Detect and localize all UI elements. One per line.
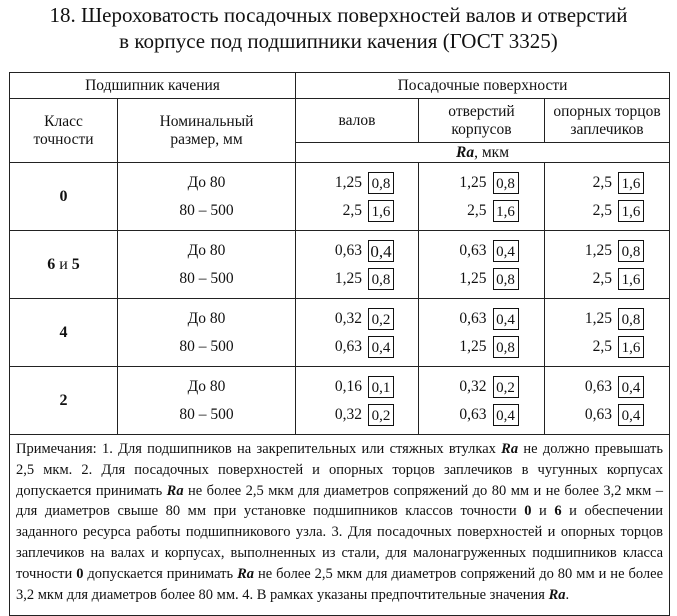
- notes-text-6: не более 2,5 мкм для диаметров сопряжений до 80 мм и не более 3,2 мкм для диаметров более 80 мм. 4. В рамках указаны предпочтительные значения: [16, 565, 664, 603]
- roughness-value: 1,25: [459, 173, 487, 191]
- accuracy-class-value: 4: [59, 323, 68, 341]
- roughness-pair: [545, 373, 669, 401]
- roughness-pair: [296, 265, 418, 293]
- shaft-roughness-cell: [296, 367, 419, 435]
- header-accuracy-class: Класс точности: [10, 99, 118, 163]
- table-row: [10, 299, 670, 367]
- nominal-size-value: 80 – 500: [179, 201, 234, 219]
- preferred-roughness-box: 0,2: [368, 308, 394, 330]
- accuracy-class-cell: [10, 163, 118, 231]
- roughness-value: 1,25: [334, 269, 363, 287]
- preferred-roughness-box: 0,8: [493, 336, 519, 358]
- accuracy-class-value-2: 5: [71, 255, 80, 273]
- preferred-roughness-box: 0,2: [368, 404, 394, 426]
- notes-text-3: не более 2,5 мкм для диаметров сопряжений до 80 мм и не более 3,2 мкм – для диаметров свыше 80 мм при установке подшипников классов точности: [16, 482, 664, 520]
- header-surfaces: Посадочные поверхности: [296, 73, 670, 99]
- roughness-pair: [419, 237, 544, 265]
- nominal-size-value: До 80: [187, 241, 226, 259]
- preferred-roughness-box: 0,8: [368, 268, 394, 290]
- preferred-roughness-box: 0,2: [493, 376, 519, 398]
- nominal-size-value: До 80: [187, 309, 226, 327]
- preferred-roughness-box: 0,8: [493, 268, 519, 290]
- notes-end: .: [565, 586, 570, 603]
- preferred-roughness-box: 0,8: [618, 308, 644, 330]
- ra-unit-label: , мкм: [474, 143, 510, 161]
- table-title: [0, 2, 677, 54]
- header-ra-unit: [296, 143, 670, 163]
- table-row: [10, 367, 670, 435]
- title-line-1: 18. Шероховатость посадочных поверхностей валов и отверстий: [49, 3, 628, 27]
- header-shafts: валов: [296, 99, 419, 143]
- notes-ra-3: Ra: [237, 565, 255, 582]
- notes-ra-2: Ra: [166, 482, 184, 499]
- accuracy-class-conj: и: [55, 255, 72, 273]
- roughness-pair: [545, 333, 669, 361]
- shaft-roughness-cell: [296, 163, 419, 231]
- nominal-size-value: 80 – 500: [179, 337, 234, 355]
- accuracy-class-value: 0: [59, 187, 68, 205]
- preferred-roughness-box: 1,6: [618, 336, 644, 358]
- roughness-value: 2,5: [592, 269, 613, 287]
- nominal-size-cell: [118, 367, 296, 435]
- roughness-pair: [296, 401, 418, 429]
- preferred-roughness-box: 0,4: [493, 308, 519, 330]
- preferred-roughness-box: 1,6: [493, 200, 519, 222]
- preferred-roughness-box: 0,4: [368, 240, 394, 262]
- nominal-size-value: 80 – 500: [179, 405, 234, 423]
- roughness-pair: [545, 401, 669, 429]
- roughness-value: 0,16: [334, 377, 363, 395]
- notes-class-0: 0: [524, 503, 532, 520]
- roughness-table: [9, 72, 670, 616]
- face-roughness-cell: [545, 163, 670, 231]
- roughness-pair: [419, 265, 544, 293]
- title-line-2: в корпусе под подшипники качения (ГОСТ 3325): [119, 29, 558, 53]
- notes-ra-1: Ra: [501, 441, 519, 457]
- notes-text-5: допускается принимать: [83, 565, 238, 582]
- roughness-value: 2,5: [592, 201, 613, 219]
- nominal-size-value: До 80: [187, 377, 226, 395]
- roughness-value: 1,25: [334, 173, 363, 191]
- roughness-value: 2,5: [592, 337, 613, 355]
- roughness-value: 0,32: [459, 377, 487, 395]
- roughness-value: 2,5: [467, 201, 487, 219]
- roughness-pair: [545, 169, 669, 197]
- shaft-roughness-cell: [296, 299, 419, 367]
- nominal-size-cell: [118, 163, 296, 231]
- roughness-value: 1,25: [584, 241, 613, 259]
- accuracy-class-cell: [10, 367, 118, 435]
- roughness-value: 1,25: [459, 269, 487, 287]
- roughness-pair: [545, 305, 669, 333]
- notes-text-2: не должно превышать 2,5 мкм. 2. Для посадочных поверхностей и опорных торцов заплечиков в чугунных корпусах допускается принимать: [16, 441, 664, 499]
- roughness-value: 0,63: [584, 405, 613, 423]
- roughness-value: 1,25: [459, 337, 487, 355]
- roughness-pair: [296, 169, 418, 197]
- roughness-pair: [296, 333, 418, 361]
- roughness-pair: [296, 237, 418, 265]
- preferred-roughness-box: 1,6: [618, 200, 644, 222]
- roughness-value: 0,63: [459, 241, 487, 259]
- roughness-value: 2,5: [342, 201, 363, 219]
- roughness-value: 0,32: [334, 309, 363, 327]
- roughness-pair: [419, 373, 544, 401]
- notes-class-6: 6: [554, 503, 562, 520]
- face-roughness-cell: [545, 367, 670, 435]
- header-shoulder-faces: опорных торцов заплечиков: [545, 99, 670, 143]
- preferred-roughness-box: 0,8: [493, 172, 519, 194]
- nominal-size-cell: [118, 299, 296, 367]
- header-nominal-size: Номинальный размер, мм: [118, 99, 296, 163]
- notes-text-4: и обеспечении заданного ресурса работы подшипникового узла. 3. Для посадочных поверхностей и опорных торцов заплечиков на валах и корпусах, выполненных из стали, для малонагруженных подшипников класса точности: [16, 503, 664, 582]
- accuracy-class-cell: [10, 231, 118, 299]
- roughness-pair: [296, 373, 418, 401]
- header-bearing: Подшипник качения: [10, 73, 296, 99]
- face-roughness-cell: [545, 299, 670, 367]
- preferred-roughness-box: 0,8: [368, 172, 394, 194]
- preferred-roughness-box: 0,8: [618, 240, 644, 262]
- roughness-value: 0,63: [334, 337, 363, 355]
- roughness-value: 0,32: [334, 405, 363, 423]
- face-roughness-cell: [545, 231, 670, 299]
- notes-class-0-b: 0: [76, 565, 84, 582]
- roughness-value: 0,63: [459, 405, 487, 423]
- preferred-roughness-box: 1,6: [618, 172, 644, 194]
- preferred-roughness-box: 0,4: [618, 404, 644, 426]
- preferred-roughness-box: 0,4: [493, 240, 519, 262]
- accuracy-class-value: 2: [59, 391, 68, 409]
- roughness-pair: [296, 197, 418, 225]
- roughness-pair: [545, 197, 669, 225]
- nominal-size-value: 80 – 500: [179, 269, 234, 287]
- preferred-roughness-box: 1,6: [618, 268, 644, 290]
- roughness-value: 0,63: [584, 377, 613, 395]
- roughness-pair: [419, 401, 544, 429]
- notes: [10, 435, 670, 616]
- accuracy-class-value: 6: [47, 255, 56, 273]
- hole-roughness-cell: [419, 163, 545, 231]
- preferred-roughness-box: 0,4: [618, 376, 644, 398]
- roughness-pair: [419, 197, 544, 225]
- nominal-size-cell: [118, 231, 296, 299]
- table-row: [10, 163, 670, 231]
- preferred-roughness-box: 0,4: [493, 404, 519, 426]
- roughness-pair: [419, 333, 544, 361]
- hole-roughness-cell: [419, 367, 545, 435]
- ra-symbol: Ra: [456, 143, 475, 161]
- header-housing-holes: отверстий корпусов: [419, 99, 545, 143]
- nominal-size-value: До 80: [187, 173, 226, 191]
- roughness-value: 1,25: [584, 309, 613, 327]
- table-row: [10, 231, 670, 299]
- hole-roughness-cell: [419, 299, 545, 367]
- roughness-pair: [419, 305, 544, 333]
- roughness-pair: [545, 265, 669, 293]
- roughness-pair: [419, 169, 544, 197]
- shaft-roughness-cell: [296, 231, 419, 299]
- hole-roughness-cell: [419, 231, 545, 299]
- preferred-roughness-box: 0,4: [368, 336, 394, 358]
- notes-and: и: [531, 503, 555, 520]
- accuracy-class-cell: [10, 299, 118, 367]
- roughness-pair: [296, 305, 418, 333]
- notes-text-1: Примечания: 1. Для подшипников на закрепительных или стяжных втулках: [16, 441, 502, 457]
- roughness-value: 0,63: [459, 309, 487, 327]
- roughness-value: 0,63: [334, 241, 363, 259]
- notes-ra-4: Ra: [548, 586, 566, 603]
- preferred-roughness-box: 1,6: [368, 200, 394, 222]
- roughness-value: 2,5: [592, 173, 613, 191]
- roughness-pair: [545, 237, 669, 265]
- preferred-roughness-box: 0,1: [368, 376, 394, 398]
